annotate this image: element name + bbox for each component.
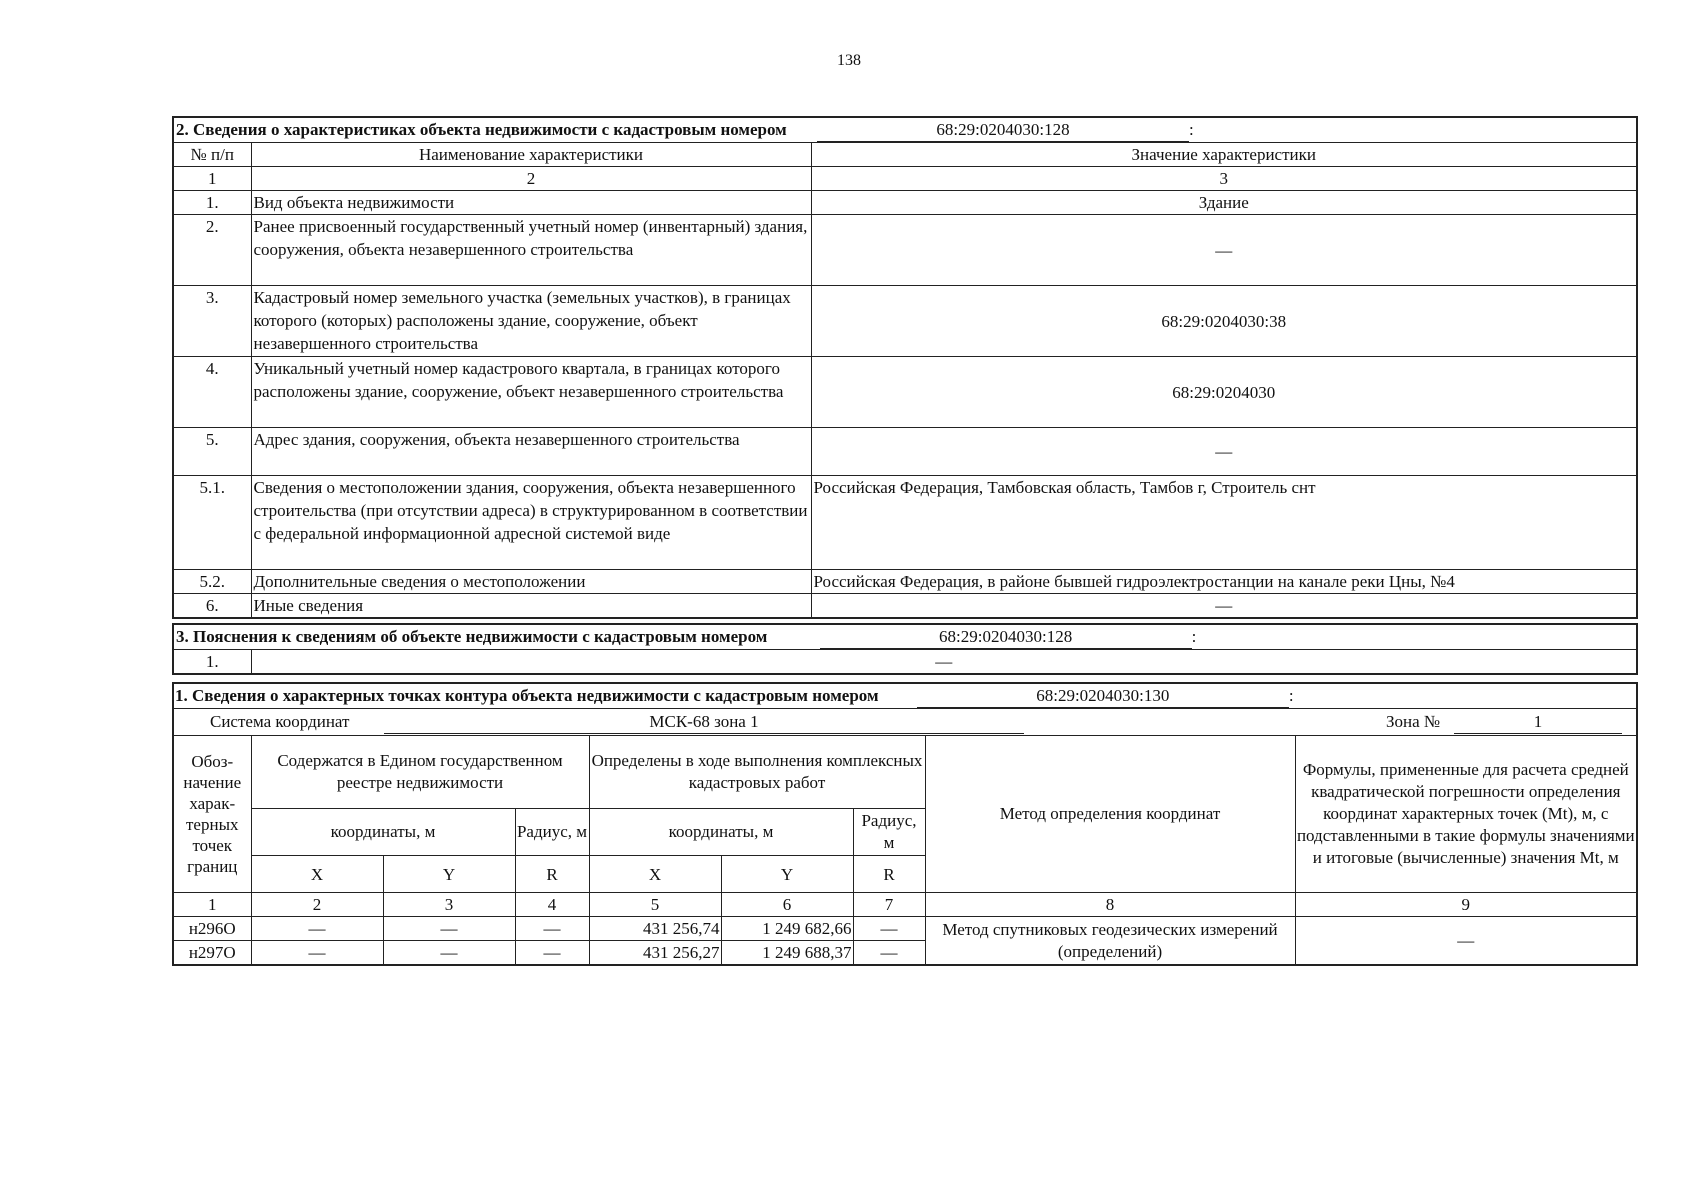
row-name: Адрес здания, сооружения, объекта незавершенного строительства (251, 428, 811, 476)
characteristics-table (172, 116, 1638, 619)
col-header-num: № п/п (173, 143, 251, 167)
row-name: Иные сведения (251, 594, 811, 619)
row-value: Российская Федерация, Тамбовская область, Тамбов г, Строитель снт (811, 476, 1637, 570)
row-name: Кадастровый номер земельного участка (земельных участков), в границах которого (которых) расположены здание, сооружение, объект незавершенного строительства (251, 286, 811, 357)
col-number: 9 (1295, 893, 1637, 917)
section2-column-numbers (173, 167, 1637, 191)
point-formula: — (1295, 917, 1637, 966)
section3-cadastral-number: 68:29:0204030:128 (820, 625, 1192, 649)
col-number: 7 (853, 893, 925, 917)
section1-cadastral-number: 68:29:0204030:130 (917, 684, 1289, 708)
point-r-egrn: — (515, 917, 589, 941)
row-value: — (251, 650, 1637, 675)
point-r-egrn: — (515, 941, 589, 966)
row-num: 1. (173, 191, 251, 215)
section3-header-row (173, 624, 1637, 650)
section2-header-row (173, 117, 1637, 143)
row-value: — (811, 594, 1637, 619)
table-row (173, 917, 1637, 941)
row-name: Ранее присвоенный государственный учетный номер (инвентарный) здания, сооружения, объекта незавершенного строительства (251, 215, 811, 286)
col-header-name: Наименование характеристики (251, 143, 811, 167)
header-radius: Радиус, м (853, 809, 925, 856)
page-number: 138 (837, 52, 861, 69)
header-r: R (853, 856, 925, 893)
header-y: Y (721, 856, 853, 893)
table-row (173, 191, 1637, 215)
header-r: R (515, 856, 589, 893)
point-y: 1 249 688,37 (721, 941, 853, 966)
point-x-egrn: — (251, 917, 383, 941)
col-number: 2 (251, 893, 383, 917)
point-x: 431 256,74 (589, 917, 721, 941)
table-row (173, 650, 1637, 675)
row-name: Уникальный учетный номер кадастрового квартала, в границах которого расположены здание, сооружение, объект незавершенного строительства (251, 357, 811, 428)
col-number: 5 (589, 893, 721, 917)
header-complex-works: Определены в ходе выполнения комплексных кадастровых работ (589, 736, 925, 809)
col-number: 8 (925, 893, 1295, 917)
contour-points-table (172, 682, 1638, 966)
header-method: Метод определения координат (925, 736, 1295, 893)
header-x: X (251, 856, 383, 893)
row-name: Дополнительные сведения о местоположении (251, 570, 811, 594)
row-num: 5.2. (173, 570, 251, 594)
table-row (173, 570, 1637, 594)
point-y-egrn: — (383, 941, 515, 966)
section2-title: 2. Сведения о характеристиках объекта недвижимости с кадастровым номером (176, 120, 787, 139)
row-value: — (811, 215, 1637, 286)
row-num: 3. (173, 286, 251, 357)
row-num: 1. (173, 650, 251, 675)
row-name: Сведения о местоположении здания, сооружения, объекта незавершенного строительства (при отсутствии адреса) в структурированном в соответствии с федеральной информационной адресной системой виде (251, 476, 811, 570)
header-radius: Радиус, м (515, 809, 589, 856)
row-name: Вид объекта недвижимости (251, 191, 811, 215)
header-coords: координаты, м (251, 809, 515, 856)
col-number: 3 (811, 167, 1637, 191)
section1-header-row (173, 683, 1637, 709)
table-row (173, 215, 1637, 286)
section3-title: 3. Пояснения к сведениям об объекте недвижимости с кадастровым номером (176, 627, 768, 646)
point-r: — (853, 917, 925, 941)
header-designation: Обоз-начение харак-терных точек границ (173, 736, 251, 893)
row-value: 68:29:0204030:38 (811, 286, 1637, 357)
header-egrn: Содержатся в Едином государственном реестре недвижимости (251, 736, 589, 809)
point-y: 1 249 682,66 (721, 917, 853, 941)
header-formulas: Формулы, примененные для расчета средней квадратической погрешности определения координат характерных точек (Mt), м, с подставленными в такие формулы значениями и итоговые (вычисленные) значения Mt, м (1295, 736, 1637, 893)
col-number: 1 (173, 893, 251, 917)
point-x: 431 256,27 (589, 941, 721, 966)
header-x: X (589, 856, 721, 893)
table-row (173, 594, 1637, 619)
col-header-value: Значение характеристики (811, 143, 1637, 167)
row-value: 68:29:0204030 (811, 357, 1637, 428)
section1-title: 1. Сведения о характерных точках контура объекта недвижимости с кадастровым номером (175, 686, 879, 705)
point-method: Метод спутниковых геодезических измерений (определений) (925, 917, 1295, 966)
point-r: — (853, 941, 925, 966)
points-column-numbers (173, 893, 1637, 917)
col-number: 1 (173, 167, 251, 191)
col-number: 4 (515, 893, 589, 917)
table-row (173, 428, 1637, 476)
col-number: 3 (383, 893, 515, 917)
section3-colon: : (1191, 627, 1197, 646)
point-y-egrn: — (383, 917, 515, 941)
section2-cadastral-number: 68:29:0204030:128 (817, 118, 1189, 142)
row-num: 6. (173, 594, 251, 619)
row-num: 2. (173, 215, 251, 286)
header-coords: координаты, м (589, 809, 853, 856)
row-value: Российская Федерация, в районе бывшей гидроэлектростанции на канале реки Цны, №4 (811, 570, 1637, 594)
point-x-egrn: — (251, 941, 383, 966)
table-row (173, 357, 1637, 428)
table-row (173, 476, 1637, 570)
section2-column-headers (173, 143, 1637, 167)
col-number: 2 (251, 167, 811, 191)
row-num: 4. (173, 357, 251, 428)
row-value: Здание (811, 191, 1637, 215)
row-num: 5.1. (173, 476, 251, 570)
zone-label: Зона № (1386, 712, 1441, 731)
point-id: н296О (173, 917, 251, 941)
zone-value: 1 (1454, 710, 1622, 734)
coord-system-value: МСК-68 зона 1 (384, 710, 1024, 734)
section1-colon: : (1288, 686, 1294, 705)
coord-system-row (173, 709, 1637, 736)
coord-system-label: Система координат (210, 712, 350, 731)
row-num: 5. (173, 428, 251, 476)
section2-colon: : (1189, 120, 1194, 139)
point-id: н297О (173, 941, 251, 966)
explanations-table (172, 623, 1638, 675)
table-row (173, 286, 1637, 357)
points-header-row-1 (173, 736, 1637, 809)
row-value: — (811, 428, 1637, 476)
col-number: 6 (721, 893, 853, 917)
header-y: Y (383, 856, 515, 893)
